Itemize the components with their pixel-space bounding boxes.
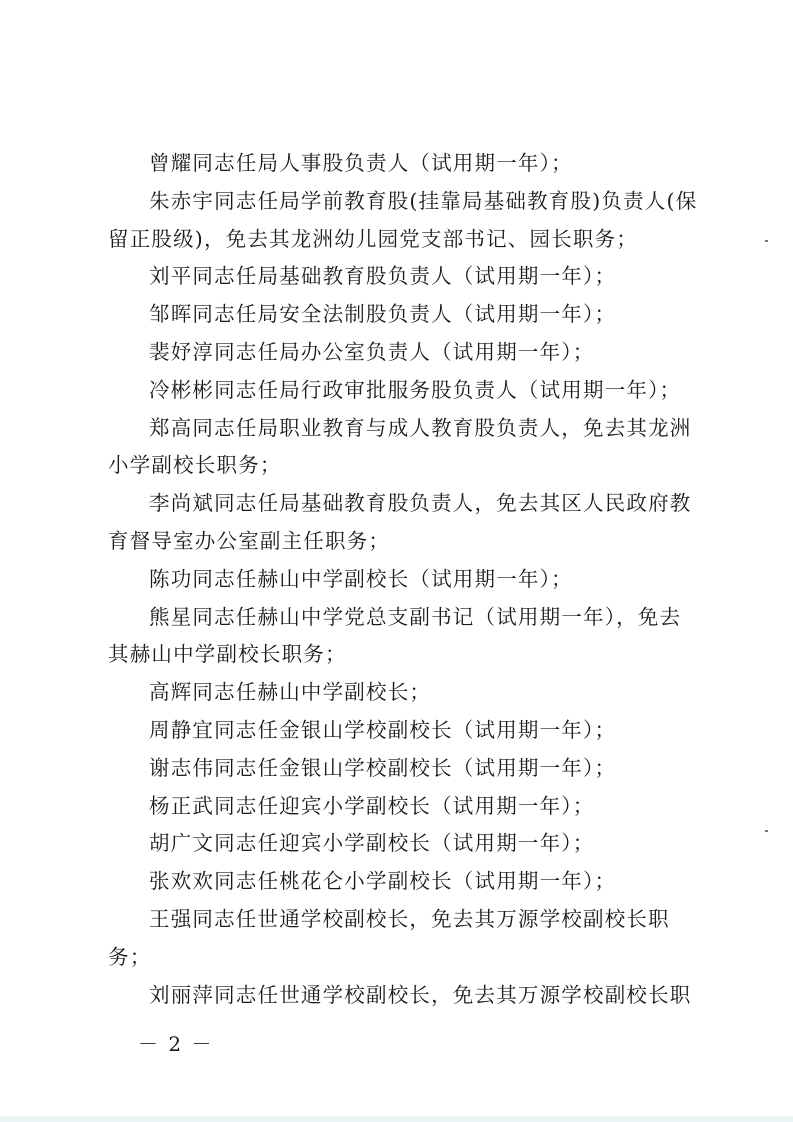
paragraph: 高辉同志任赫山中学副校长； <box>149 680 432 705</box>
scan-speck <box>765 830 768 832</box>
paragraph: 张欢欢同志任桃花仑小学副校长（试用期一年）； <box>149 869 617 894</box>
paragraph: 陈功同志任赫山中学副校长（试用期一年）； <box>149 566 573 591</box>
paragraph: 熊星同志任赫山中学党总支副书记（试用期一年），免去其赫山中学副校长职务； <box>108 604 682 667</box>
paragraph: 刘平同志任局基础教育股负责人（试用期一年）； <box>149 264 617 289</box>
paragraph: 邹晖同志任局安全法制股负责人（试用期一年）； <box>149 302 617 327</box>
paragraph: 曾耀同志任局人事股负责人（试用期一年）； <box>149 151 573 175</box>
paragraph: 裴妤淳同志任局办公室负责人（试用期一年）； <box>149 339 595 364</box>
document-body <box>108 145 700 1014</box>
paragraph: 杨正武同志任迎宾小学副校长（试用期一年）； <box>149 793 595 818</box>
page-number: － 2 － <box>138 1032 214 1056</box>
paragraph: 胡广文同志任迎宾小学副校长（试用期一年）； <box>149 831 595 856</box>
paragraph: 冷彬彬同志任局行政审批服务股负责人（试用期一年）； <box>149 377 682 402</box>
paragraph: 谢志伟同志任金银山学校副校长（试用期一年）； <box>149 755 617 780</box>
paragraph: 郑高同志任局职业教育与成人教育股负责人，免去其龙洲小学副校长职务； <box>108 415 692 478</box>
paragraph: 刘丽萍同志任世通学校副校长，免去其万源学校副校长职 <box>149 982 692 1007</box>
paragraph: 朱赤宇同志任局学前教育股(挂靠局基础教育股)负责人(保留正股级)，免去其龙洲幼儿园党支部书记、园长职务； <box>108 188 698 251</box>
scan-edge <box>0 1116 793 1122</box>
paragraph: 周静宜同志任金银山学校副校长（试用期一年）； <box>149 717 617 742</box>
paragraph: 王强同志任世通学校副校长，免去其万源学校副校长职务； <box>108 906 670 969</box>
scan-speck <box>765 240 768 242</box>
paragraph: 李尚斌同志任局基础教育股负责人，免去其区人民政府教育督导室办公室副主任职务； <box>108 491 692 553</box>
